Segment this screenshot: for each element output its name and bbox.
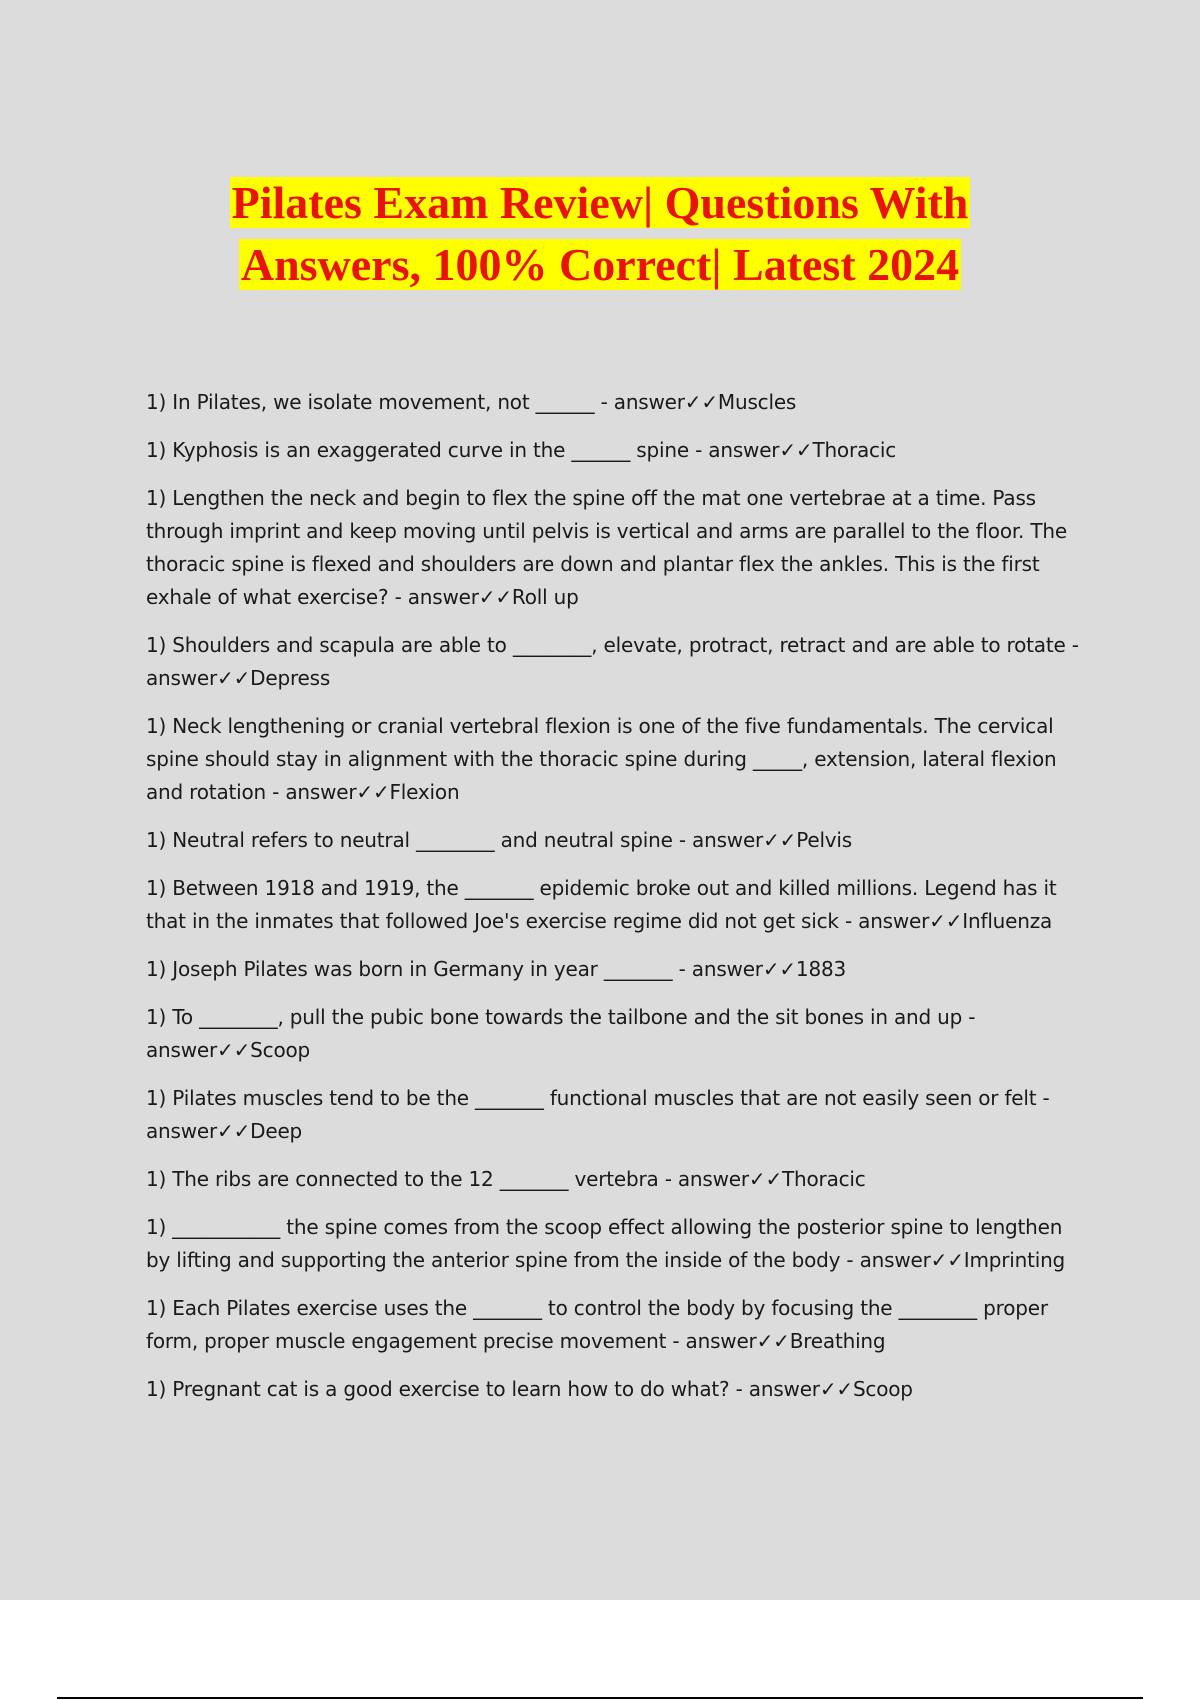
page-bottom-rule [57,1697,1143,1699]
qa-item: 1) Kyphosis is an exaggerated curve in the ______ spine - answer✓✓Thoracic [146,438,896,462]
qa-item: 1) Lengthen the neck and begin to flex the spine off the mat one vertebrae at a time. Pass through imprint and keep moving until pelvis is vertical and arms are parallel to the floor. The thoracic spine is flexed and shoulders are down and plantar flex the ankles. This is the first exhale of what exercise? - answer✓✓Roll up [146,486,1067,609]
title-line-2-text: Answers, 100% Correct| Latest 2024 [240,239,960,290]
title-line-1-text: Pilates Exam Review| Questions With [231,177,969,228]
qa-item: 1) In Pilates, we isolate movement, not ______ - answer✓✓Muscles [146,390,797,414]
qa-item: 1) Shoulders and scapula are able to ________, elevate, protract, retract and are able to rotate - answer✓✓Depress [146,633,1079,690]
title-line-2 [0,234,1200,296]
document-title [0,172,1200,296]
qa-item: 1) Pregnant cat is a good exercise to learn how to do what? - answer✓✓Scoop [146,1377,913,1401]
qa-item: 1) Neutral refers to neutral ________ and neutral spine - answer✓✓Pelvis [146,828,853,852]
title-line-1 [0,172,1200,234]
qa-item: 1) Between 1918 and 1919, the _______ epidemic broke out and killed millions. Legend has it that in the inmates that followed Joe's exercise regime did not get sick - answer✓✓Influenza [146,876,1057,933]
qa-item: 1) Joseph Pilates was born in Germany in year _______ - answer✓✓1883 [146,957,847,981]
qa-item: 1) Each Pilates exercise uses the _______ to control the body by focusing the ________ proper form, proper muscle engagement precise movement - answer✓✓Breathing [146,1296,1048,1353]
qa-item: 1) Pilates muscles tend to be the _______ functional muscles that are not easily seen or felt - answer✓✓Deep [146,1086,1050,1143]
question-answer-list [146,386,1081,1421]
qa-item: 1) To ________, pull the pubic bone towards the tailbone and the sit bones in and up - answer✓✓Scoop [146,1005,976,1062]
qa-item: 1) Neck lengthening or cranial vertebral flexion is one of the five fundamentals. The cervical spine should stay in alignment with the thoracic spine during _____, extension, lateral flexion and rotation - answer✓✓Flexion [146,714,1057,804]
qa-item: 1) The ribs are connected to the 12 _______ vertebra - answer✓✓Thoracic [146,1167,866,1191]
qa-item: 1) ___________ the spine comes from the scoop effect allowing the posterior spine to lengthen by lifting and supporting the anterior spine from the inside of the body - answer✓✓Imprinting [146,1215,1066,1272]
